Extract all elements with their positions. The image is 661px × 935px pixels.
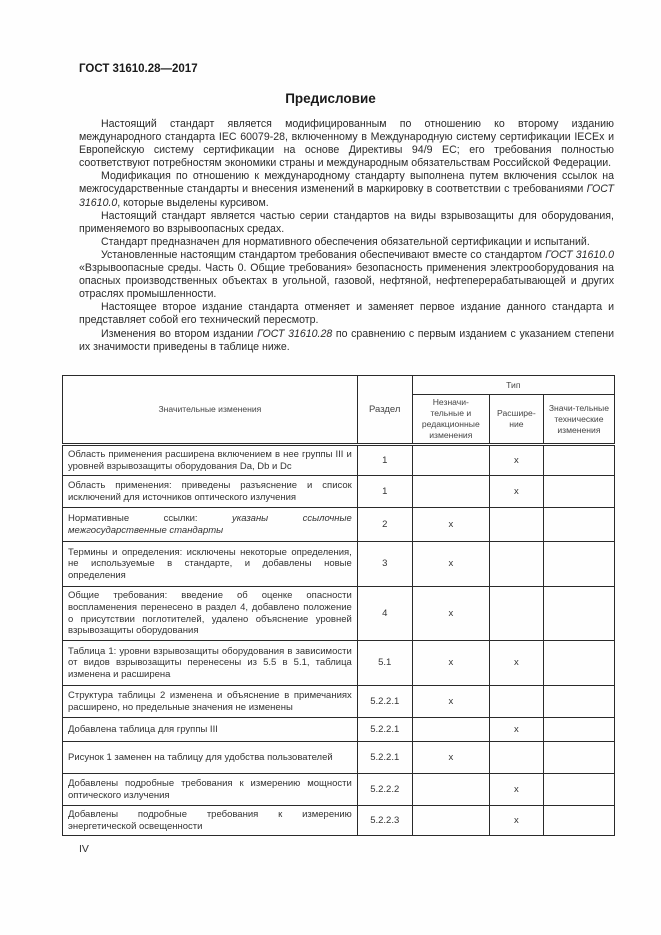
significant-change-mark: [543, 742, 614, 774]
section-cell: 5.1: [357, 641, 412, 686]
significant-change-mark: [543, 774, 614, 806]
text-run: Общие требования: введение об оценке опасности воспламенения перенесено в раздел 4, добавлено положение о присутствии поглотителей, удалено объяснение уровней взрывозащиты оборудования: [68, 590, 352, 637]
italic-reference: ГОСТ 31610.0: [79, 183, 614, 209]
section-cell: 1: [357, 445, 412, 476]
document-id-header: ГОСТ 31610.28—2017: [79, 63, 198, 75]
foreword-paragraph: [79, 249, 614, 301]
section-cell: 2: [357, 508, 412, 542]
minor-change-mark: [412, 445, 489, 476]
table-row: [63, 742, 615, 774]
text-run: Добавлена таблица для группы III: [68, 723, 218, 735]
header-description: Значительные изменения: [63, 376, 358, 445]
table-row: [63, 445, 615, 476]
table-row: [63, 508, 615, 542]
text-run: Рисунок 1 заменен на таблицу для удобства пользователей: [68, 751, 333, 763]
extension-mark: [489, 508, 543, 542]
text-run: Стандарт предназначен для нормативного обеспечения обязательной сертификации и испытаний.: [101, 235, 590, 248]
text-run: Нормативные ссылки:: [68, 512, 233, 524]
italic-reference: указаны ссылочные межгосударственные стандарты: [68, 512, 352, 536]
minor-change-mark: [412, 476, 489, 508]
significant-change-mark: [543, 476, 614, 508]
section-cell: 1: [357, 476, 412, 508]
changes-table: [62, 375, 615, 836]
foreword-paragraph: [79, 210, 614, 236]
significant-change-mark: [543, 718, 614, 742]
extension-mark: [489, 742, 543, 774]
text-run: Область применения: приведены разъяснение и список исключений для источников оптического излучения: [68, 479, 352, 503]
text-run: Настоящий стандарт является модифицированным по отношению ко второму изданию международного стандарта IEC 60079-28, включенному в Международную систему сертификации IECEx и Европейскую систему сертификации на основе Директивы 94/9 ЕС; его требования полностью соответствуют потребностям экономики страны и международным обязательствам Российской Федерации.: [79, 118, 614, 170]
table-row: [63, 641, 615, 686]
page-number: IV: [79, 843, 89, 855]
significant-change-mark: [543, 542, 614, 587]
table-row: [63, 686, 615, 718]
extension-mark: х: [489, 774, 543, 806]
text-run: Установленные настоящим стандартом требования обеспечивают вместе со стандартом: [101, 248, 546, 261]
text-run: «Взрывоопасные среды. Часть 0. Общие требования» безопасность применения электрооборудования на опасных производственных объектах в угольной, газовой, нефтяной, нефтеперерабатывающей и других отраслях промышленности.: [79, 262, 614, 301]
text-run: Таблица 1: уровни взрывозащиты оборудования в зависимости от видов взрывозащиты перенесены из 5.5 в 5.1, таблица изменена и расширена: [68, 645, 352, 680]
text-run: Настоящий стандарт является частью серии стандартов на виды взрывозащиты для оборудования, применяемого во взрывоопасных средах.: [79, 209, 614, 235]
foreword-paragraph: [79, 236, 614, 249]
minor-change-mark: [412, 774, 489, 806]
minor-change-mark: х: [412, 542, 489, 587]
header-extension: Расшире-ние: [489, 395, 543, 445]
extension-mark: х: [489, 806, 543, 836]
table-row: [63, 587, 615, 641]
significant-change-mark: [543, 806, 614, 836]
significant-change-mark: [543, 508, 614, 542]
minor-change-mark: [412, 718, 489, 742]
table-row: [63, 542, 615, 587]
extension-mark: х: [489, 641, 543, 686]
minor-change-mark: [412, 806, 489, 836]
text-run: по сравнению с первым изданием с указанием степени их значимости приведены в таблице ниже.: [79, 327, 614, 353]
section-cell: 4: [357, 587, 412, 641]
section-cell: 5.2.2.2: [357, 774, 412, 806]
text-run: , которые выделены курсивом.: [117, 196, 269, 209]
extension-mark: х: [489, 718, 543, 742]
text-run: Настоящее второе издание стандарта отменяет и заменяет первое издание данного стандарта и представляет собой его технический пересмотр.: [79, 301, 614, 327]
change-description: [63, 445, 358, 476]
table-row: [63, 774, 615, 806]
foreword-paragraph: [79, 118, 614, 170]
change-description: [63, 774, 358, 806]
significant-change-mark: [543, 641, 614, 686]
italic-reference: ГОСТ 31610.28: [257, 327, 333, 340]
section-cell: 5.2.2.1: [357, 742, 412, 774]
change-description: [63, 476, 358, 508]
italic-reference: ГОСТ 31610.0: [545, 248, 614, 261]
minor-change-mark: х: [412, 686, 489, 718]
foreword-paragraph: [79, 328, 614, 354]
significant-change-mark: [543, 445, 614, 476]
minor-change-mark: х: [412, 508, 489, 542]
text-run: Термины и определения: исключены некоторые определения, не используемые в стандарте, и добавлены новые определения: [68, 546, 352, 581]
header-section: Раздел: [357, 376, 412, 445]
section-cell: 3: [357, 542, 412, 587]
change-description: [63, 542, 358, 587]
section-cell: 5.2.2.3: [357, 806, 412, 836]
extension-mark: х: [489, 476, 543, 508]
change-description: [63, 508, 358, 542]
change-description: [63, 806, 358, 836]
extension-mark: х: [489, 445, 543, 476]
text-run: Структура таблицы 2 изменена и объяснение в примечаниях расширено, но предельные значения не изменены: [68, 689, 352, 713]
extension-mark: [489, 686, 543, 718]
significant-change-mark: [543, 686, 614, 718]
header-minor-changes: Незначи-тельные и редакционные изменения: [412, 395, 489, 445]
minor-change-mark: х: [412, 742, 489, 774]
header-type-group: Тип: [412, 376, 614, 395]
text-run: Изменения во втором издании: [101, 327, 258, 340]
change-description: [63, 718, 358, 742]
change-description: [63, 686, 358, 718]
foreword-body: [79, 118, 614, 354]
change-description: [63, 641, 358, 686]
text-run: Добавлены подробные требования к измерению мощности оптического излучения: [68, 777, 352, 801]
header-significant-changes: Значи-тельные технические изменения: [543, 395, 614, 445]
page-title: Предисловие: [285, 91, 376, 106]
minor-change-mark: х: [412, 641, 489, 686]
table-row: [63, 718, 615, 742]
significant-change-mark: [543, 587, 614, 641]
foreword-paragraph: [79, 170, 614, 209]
table-row: [63, 806, 615, 836]
table-row: [63, 476, 615, 508]
text-run: Добавлены подробные требования к измерению энергетической освещенности: [68, 808, 352, 832]
extension-mark: [489, 542, 543, 587]
minor-change-mark: х: [412, 587, 489, 641]
section-cell: 5.2.2.1: [357, 718, 412, 742]
extension-mark: [489, 587, 543, 641]
text-run: Область применения расширена включением в нее группы III и уровней взрывозащиты оборудования Da, Db и Dc: [68, 448, 352, 472]
change-description: [63, 587, 358, 641]
foreword-paragraph: [79, 301, 614, 327]
change-description: [63, 742, 358, 774]
section-cell: 5.2.2.1: [357, 686, 412, 718]
text-run: Модификация по отношению к международному стандарту выполнена путем включения ссылок на межгосударственные стандарты и внесения изменений в маркировку в соответствии с требованиями: [79, 170, 614, 196]
